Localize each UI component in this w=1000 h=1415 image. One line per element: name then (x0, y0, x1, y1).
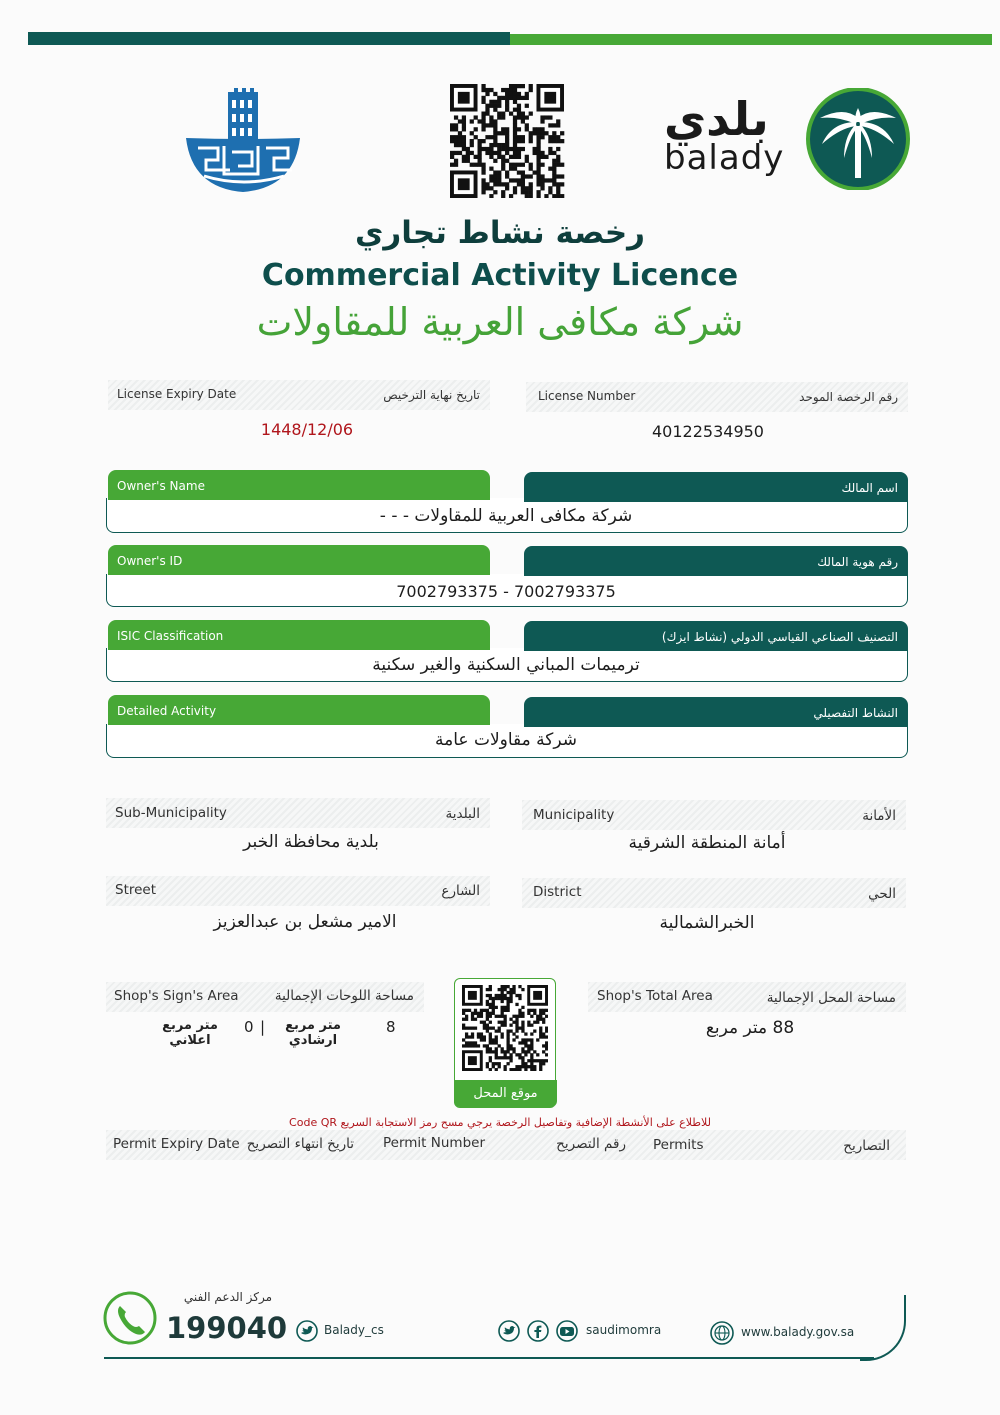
detailed-activity-tab-ar (524, 697, 908, 727)
title-english: Commercial Activity Licence (261, 258, 739, 293)
detailed-activity-label-ar: النشاط التفصيلي (813, 706, 898, 720)
sub-municipality-label-ar: البلدية (445, 806, 480, 822)
owner-name-tab-en (108, 470, 490, 500)
district-value: الخبرالشمالية (659, 913, 755, 933)
sign-separator: | (260, 1018, 266, 1036)
permit-number-label-ar: رقم التصريح (556, 1136, 626, 1152)
street-label-ar: الشارع (441, 883, 480, 899)
owner-id-label-ar: رقم هوية المالك (817, 555, 898, 569)
permit-expiry-label-ar: تاريخ انتهاء التصريح (246, 1136, 354, 1152)
sign-area-label-en: Shop's Sign's Area (114, 988, 239, 1004)
phone-icon (102, 1290, 158, 1346)
licence-expiry-label-en: License Expiry Date (117, 387, 237, 401)
website-link[interactable]: www.balady.gov.sa (741, 1325, 855, 1339)
owner-id-tab-ar (524, 546, 908, 576)
twitter-handle[interactable]: Balady_cs (324, 1323, 384, 1337)
owner-id-tab-en (108, 545, 490, 575)
top-qr-code (450, 84, 568, 198)
municipality-logo (184, 88, 302, 194)
title-arabic: رخصة نشاط تجاري (354, 215, 646, 251)
sign-guide-unit: متر مربع ارشادي (285, 1018, 341, 1048)
sub-municipality-value: بلدية محافظة الخبر (243, 832, 379, 852)
shop-location-qr-code[interactable] (462, 985, 548, 1071)
permits-label-ar: التصاريح (843, 1138, 890, 1154)
qr-note: للاطلاع على الأنشطة الإضافية وتفاصيل الرخصة يرجي مسح رمز الاستجابة السريع Code QR (289, 1116, 711, 1129)
licence-expiry-value: 1448/12/06 (260, 420, 354, 439)
permit-number-label-en: Permit Number (383, 1135, 485, 1151)
district-label-ar: الحي (868, 886, 896, 902)
support-center-label: مركز الدعم الفني (183, 1290, 273, 1304)
top-bar-green (510, 34, 992, 45)
globe-icon (710, 1321, 734, 1345)
total-area-value: 88 متر مربع (705, 1018, 795, 1038)
isic-tab-en (108, 620, 490, 650)
detailed-activity-label-en: Detailed Activity (117, 704, 217, 718)
total-area-label-en: Shop's Total Area (597, 988, 713, 1004)
owner-id-label-en: Owner's ID (117, 554, 183, 568)
balady-palm-logo (806, 88, 910, 190)
sign-ad-unit: متر مربع اعلاني (162, 1018, 218, 1048)
top-bar-dark (28, 32, 510, 45)
balady-logo-arabic: بلدي (664, 92, 769, 146)
balady-logo-english: balady (664, 138, 785, 178)
isic-value: ترميمات المباني السكنية والغير سكنية (372, 655, 640, 675)
municipality-label-en: Municipality (533, 807, 615, 823)
sign-area-label-ar: مساحة اللوحات الإجمالية (274, 988, 414, 1004)
twitter-icon[interactable] (296, 1320, 318, 1342)
permits-label-en: Permits (653, 1137, 704, 1153)
footer-divider-curve (860, 1295, 906, 1361)
licence-number-label-ar: رقم الرخصة الموحد (799, 390, 898, 404)
municipality-label-ar: الأمانة (862, 808, 896, 824)
district-label-en: District (533, 884, 582, 900)
total-area-label-ar: مساحة المحل الإجمالية (766, 990, 896, 1006)
owner-id-value: 7002793375 - 7002793375 (396, 582, 616, 601)
footer-divider (104, 1357, 874, 1359)
sign-ad-value: 0 (244, 1018, 254, 1036)
isic-label-en: ISIC Classification (117, 629, 224, 643)
detailed-activity-tab-en (108, 695, 490, 725)
licence-expiry-label-ar: تاريخ نهاية الترخيص (383, 388, 480, 402)
company-name: شركة مكافى العربية للمقاولات (256, 300, 744, 344)
isic-label-ar: التصنيف الصناعي القياسي الدولي (نشاط ايزك) (661, 630, 898, 644)
sign-guide-value: 8 (386, 1018, 396, 1036)
licence-number-value: 40122534950 (652, 422, 764, 441)
isic-tab-ar (524, 621, 908, 651)
owner-name-tab-ar (524, 472, 908, 502)
owner-name-value: شركة مكافى العربية للمقاولات - - - (379, 506, 633, 526)
municipality-value: أمانة المنطقة الشرقية (628, 833, 786, 853)
social-handle[interactable]: saudimomra (586, 1323, 662, 1337)
support-number[interactable]: 199040 (166, 1311, 288, 1345)
permit-expiry-label-en: Permit Expiry Date (113, 1136, 240, 1152)
shop-location-caption: موقع المحل (454, 1080, 557, 1107)
street-label-en: Street (115, 882, 157, 898)
owner-name-label-ar: اسم المالك (841, 481, 898, 495)
detailed-activity-value: شركة مقاولات عامة (435, 730, 577, 750)
owner-name-label-en: Owner's Name (117, 479, 205, 493)
licence-number-label-en: License Number (538, 389, 636, 403)
social-icons (498, 1320, 580, 1342)
street-value: الامير مشعل بن عبدالعزيز (213, 912, 397, 932)
sub-municipality-label-en: Sub-Municipality (115, 805, 227, 821)
